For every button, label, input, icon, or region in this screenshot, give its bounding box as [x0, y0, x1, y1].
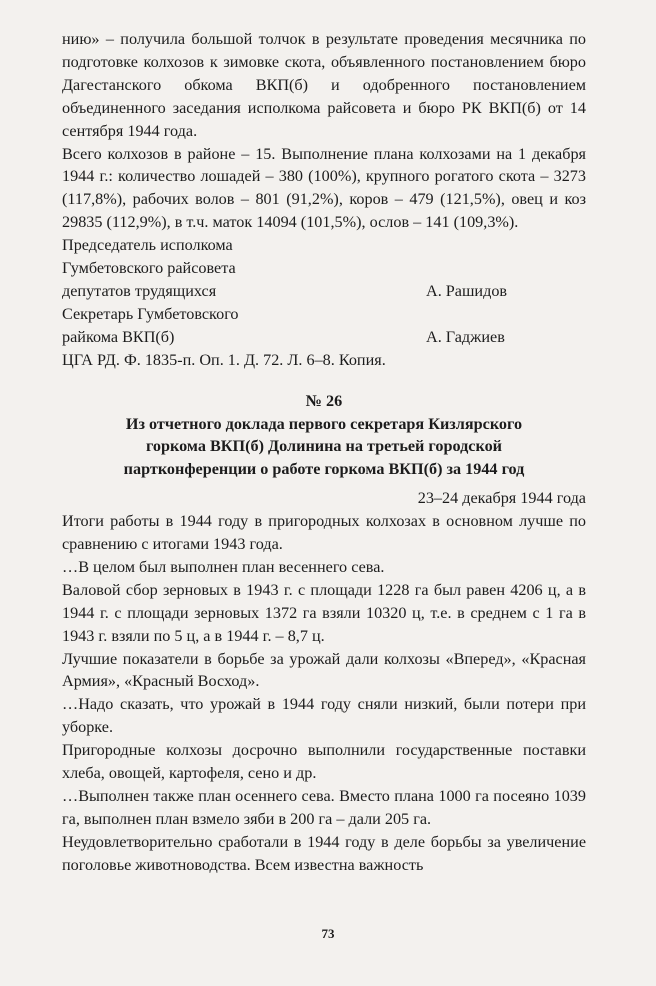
signature-line: Секретарь Гумбетовского	[62, 304, 239, 323]
document-title	[62, 413, 586, 482]
paragraph: Итоги работы в 1944 году в пригородных колхозах в основном лучше по сравнению с итогами 1943 года.	[62, 512, 586, 554]
paragraph: нию» – получила большой толчок в результате проведения месячника по подготовке колхозов к зимовке скота, объявленного постановлением бюро Дагестанского обкома ВКП(б) и одобренного постановлением объединенного заседания исполкома райсовета и бюро РК ВКП(б) от 14 сентября 1944 года.	[62, 30, 586, 140]
signature-row	[62, 280, 586, 303]
signature-line: райкома ВКП(б)	[62, 327, 175, 346]
title-line: партконференции о работе горкома ВКП(б) за 1944 год	[123, 460, 525, 479]
signature-name: А. Рашидов	[426, 281, 508, 300]
signature-name: А. Гаджиев	[426, 327, 505, 346]
text-block	[62, 28, 586, 877]
signature-line: Гумбетовского райсовета	[62, 259, 236, 278]
paragraph: Всего колхозов в районе – 15. Выполнение плана колхозами на 1 декабря 1944 г.: количество лошадей – 380 (100%), крупного рогатого скота – 3273 (117,8%), рабочих волов – 801 (91,2%), коров – 479 (121,5%), овец и коз 29835 (112,9%), в т.ч. маток 14094 (101,5%), ослов – 141 (109,3%).	[62, 144, 586, 232]
signature-row	[62, 326, 586, 349]
paragraph: …Выполнен также план осеннего сева. Вместо плана 1000 га посеяно 1039 га, выполнен план взмело зяби в 200 га – дали 205 га.	[62, 787, 586, 828]
signature-line: Председатель исполкома	[62, 236, 233, 255]
signature-line: депутатов трудящихся	[62, 281, 217, 300]
paragraph: Неудовлетворительно сработали в 1944 году в деле борьбы за увеличение поголовье животноводства. Всем известна важность	[62, 832, 586, 874]
paragraph: Пригородные колхозы досрочно выполнили государственные поставки хлеба, овощей, картофеля, сено и др.	[62, 741, 586, 783]
page-number: 73	[321, 926, 335, 941]
paragraph: …В целом был выполнен план весеннего сева.	[62, 557, 385, 576]
archive-source: ЦГА РД. Ф. 1835-п. Оп. 1. Д. 72. Л. 6–8. Копия.	[62, 350, 386, 369]
paragraph: …Надо сказать, что урожай в 1944 году сняли низкий, были потери при уборке.	[62, 695, 586, 737]
title-line: горкома ВКП(б) Долинина на третьей городской	[145, 437, 503, 456]
signature-block	[62, 234, 586, 371]
title-line: Из отчетного доклада первого секретаря Кизлярского	[125, 414, 523, 433]
document-number: № 26	[305, 391, 343, 410]
paragraph: Лучшие показатели в борьбе за урожай дали колхозы «Вперед», «Красная Армия», «Красный Восход».	[62, 649, 586, 691]
document-date: 23–24 декабря 1944 года	[417, 489, 586, 508]
paragraph: Валовой сбор зерновых в 1943 г. с площади 1228 га был равен 4206 ц, а в 1944 г. с площади зерновых 1372 га взяли 10320 ц, т.е. в среднем с 1 га в 1943 г. взяли по 5 ц, а в 1944 г. – 8,7 ц.	[62, 580, 586, 645]
